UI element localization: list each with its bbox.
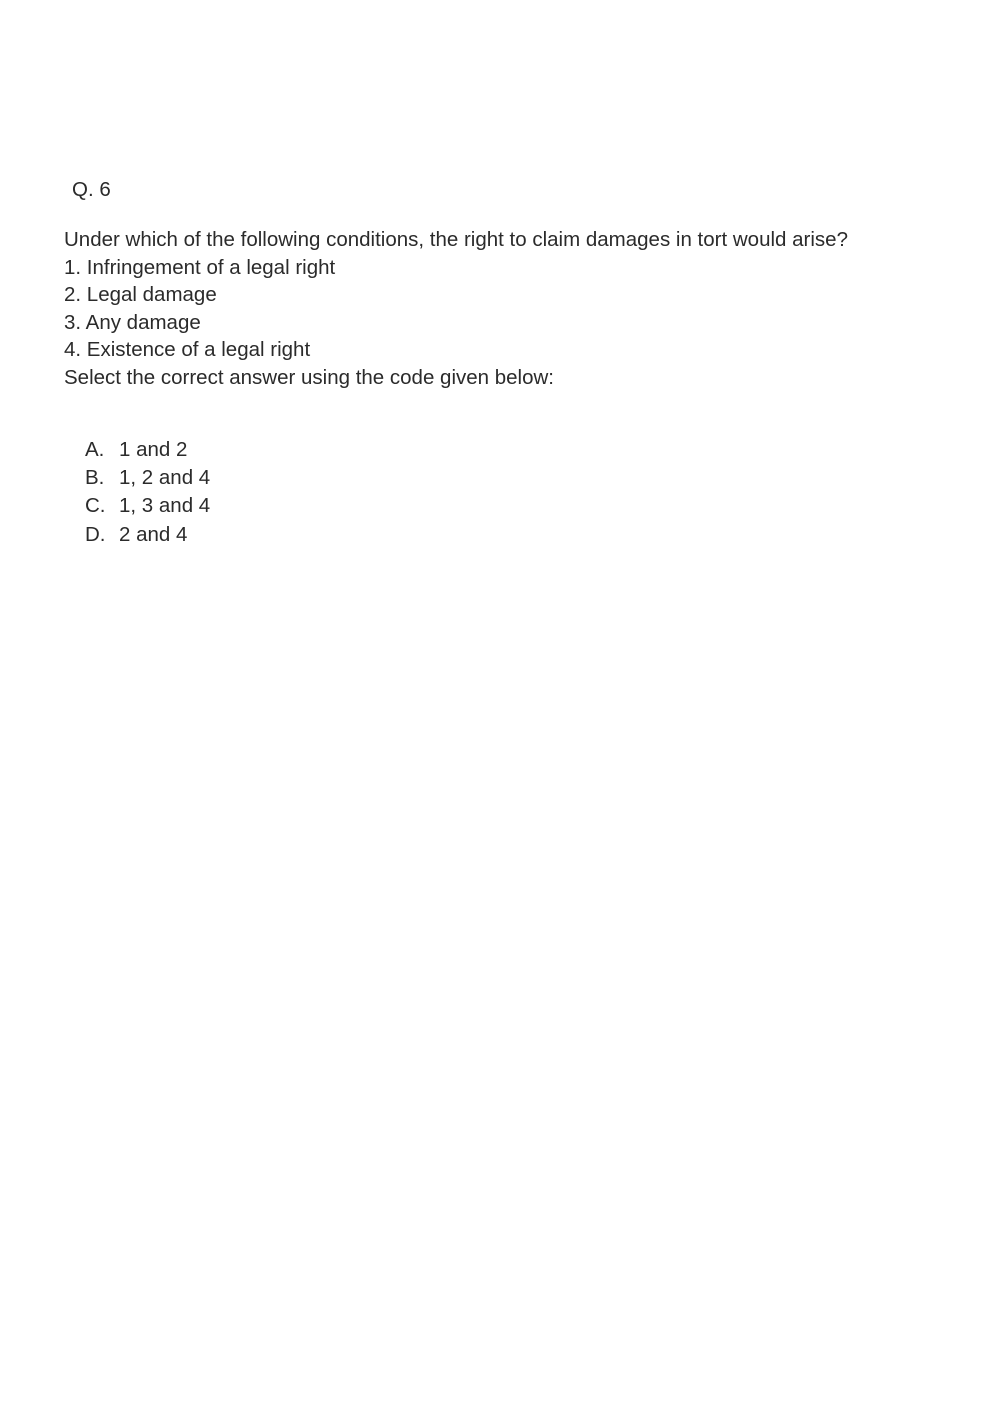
- condition-item-1: 1. Infringement of a legal right: [64, 255, 336, 279]
- question-number-label: Q. 6: [72, 178, 111, 201]
- answer-option-b[interactable]: [85, 464, 924, 492]
- condition-item-2: 2. Legal damage: [64, 283, 217, 306]
- instruction-text: Select the correct answer using the code given below:: [64, 365, 554, 389]
- answer-option-c[interactable]: [85, 492, 924, 520]
- answer-option-a-text: 1 and 2: [119, 438, 188, 461]
- answer-option-d-letter: D.: [85, 522, 106, 546]
- condition-item-3: 3. Any damage: [64, 310, 201, 334]
- answer-option-c-text: 1, 3 and 4: [119, 494, 211, 518]
- answer-option-d-text: 2 and 4: [119, 522, 188, 546]
- answer-option-a-letter: A.: [85, 438, 105, 461]
- answer-option-a[interactable]: [85, 436, 924, 464]
- answer-options-list: [85, 436, 924, 549]
- answer-option-c-letter: C.: [85, 494, 106, 518]
- condition-item-4: 4. Existence of a legal right: [64, 338, 311, 361]
- question-text-group: [64, 226, 924, 391]
- question-block: [64, 176, 924, 565]
- answer-option-d[interactable]: [85, 521, 924, 549]
- answer-option-b-text: 1, 2 and 4: [119, 466, 211, 490]
- question-stem: Under which of the following conditions, the right to claim damages in tort would arise?: [64, 228, 848, 251]
- answer-option-b-letter: B.: [85, 466, 105, 490]
